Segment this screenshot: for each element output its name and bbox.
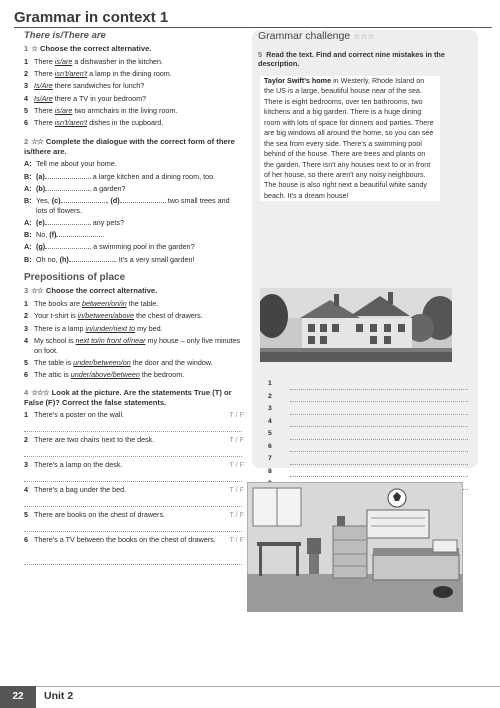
speaker-label: A: bbox=[24, 242, 32, 252]
exercise-number: 4 bbox=[24, 387, 29, 397]
correction-line[interactable] bbox=[24, 531, 242, 532]
gap-label: (d) bbox=[110, 196, 120, 206]
answer-gap[interactable] bbox=[45, 172, 91, 179]
exercise-5-instruction bbox=[258, 50, 478, 69]
exercise-item bbox=[24, 370, 242, 380]
alternatives-choice[interactable]: is/are bbox=[54, 56, 73, 66]
gap-label: (h) bbox=[59, 254, 69, 264]
exercise-3-instruction bbox=[24, 286, 242, 296]
answer-line bbox=[268, 418, 468, 431]
answer-field[interactable] bbox=[290, 464, 468, 465]
true-false-choice[interactable]: T / F bbox=[229, 485, 244, 495]
dialogue-text: . bbox=[102, 230, 105, 240]
item-number: 5 bbox=[24, 510, 28, 520]
exercise-item bbox=[24, 106, 242, 116]
instruction-text: Choose the correct alternative. bbox=[40, 44, 152, 53]
reading-text bbox=[260, 76, 440, 201]
item-text-before: My school is bbox=[34, 335, 76, 345]
correction-line[interactable] bbox=[24, 506, 242, 507]
answer-number: 8 bbox=[268, 467, 272, 475]
answer-line bbox=[268, 393, 468, 406]
header-rule bbox=[14, 27, 492, 28]
reading-text-title: Taylor Swift's home bbox=[264, 76, 332, 85]
item-number: 5 bbox=[24, 105, 28, 115]
exercise-item bbox=[24, 69, 242, 79]
unit-label: Unit 2 bbox=[44, 690, 74, 702]
true-false-choice[interactable]: T / F bbox=[229, 460, 244, 470]
item-text-before: Your t-shirt is bbox=[34, 311, 78, 321]
dialogue-line bbox=[24, 172, 242, 182]
dialogue-text: a swimming pool in the garden? bbox=[91, 242, 195, 252]
answer-gap[interactable] bbox=[120, 196, 166, 203]
alternatives-choice[interactable]: under/between/on bbox=[73, 357, 131, 367]
answer-gap[interactable] bbox=[45, 218, 91, 225]
gap-label: (b) bbox=[36, 183, 46, 193]
true-false-choice[interactable]: T / F bbox=[229, 510, 244, 520]
item-text-after: a dishwasher in the kitchen. bbox=[72, 56, 164, 66]
item-text: There's a poster on the wall. bbox=[34, 410, 125, 420]
item-number: 3 bbox=[24, 460, 28, 470]
page-footer bbox=[0, 686, 500, 708]
gap-label: (g) bbox=[36, 242, 46, 252]
exercise-item bbox=[24, 336, 242, 355]
answer-gap[interactable] bbox=[56, 230, 105, 240]
item-number: 6 bbox=[24, 535, 28, 545]
alternatives-choice[interactable]: Is/Are bbox=[34, 81, 53, 91]
dialogue-line bbox=[24, 159, 242, 169]
speaker-label: B: bbox=[24, 254, 32, 264]
correction-line[interactable] bbox=[24, 431, 242, 432]
answer-field[interactable] bbox=[290, 389, 468, 390]
answer-field[interactable] bbox=[290, 451, 468, 452]
answer-number: 5 bbox=[268, 430, 272, 437]
alternatives-choice[interactable]: isn't/aren't bbox=[54, 69, 88, 79]
dialogue-line bbox=[24, 255, 242, 265]
answer-line bbox=[268, 443, 468, 456]
answer-number: 6 bbox=[268, 442, 272, 450]
true-false-item bbox=[24, 485, 242, 510]
section-prepositions: Prepositions of place bbox=[24, 272, 126, 284]
exercise-2-instruction bbox=[24, 137, 242, 157]
grammar-challenge-title bbox=[258, 30, 478, 42]
item-text-after: my bed. bbox=[135, 323, 163, 333]
speaker-label: A: bbox=[24, 217, 32, 227]
answer-field[interactable] bbox=[290, 401, 468, 402]
answer-field[interactable] bbox=[290, 439, 468, 440]
item-text-before: There bbox=[34, 56, 55, 66]
exercise-item bbox=[24, 94, 242, 104]
exercise-4-instruction bbox=[24, 388, 242, 408]
gap-label: (c) bbox=[51, 196, 61, 206]
exercise-number: 3 bbox=[24, 286, 29, 296]
answer-line bbox=[268, 455, 468, 468]
instruction-text: Look at the picture. Are the statements True (T) or False (F)? Correct the false statements. bbox=[24, 387, 232, 407]
item-text-after: the bedroom. bbox=[139, 370, 185, 380]
page-title: Grammar in context 1 bbox=[14, 9, 169, 26]
true-false-item bbox=[24, 435, 242, 460]
exercise-2-dialogue bbox=[24, 159, 242, 264]
exercise-number: 5 bbox=[258, 50, 263, 59]
subheading-there-is: There is/There are bbox=[24, 30, 106, 41]
item-text-after: my house – only five minutes on foot. bbox=[34, 335, 241, 355]
correction-line[interactable] bbox=[24, 564, 242, 565]
true-false-item bbox=[24, 460, 242, 485]
dialogue-line bbox=[24, 218, 242, 228]
true-false-choice[interactable]: T / F bbox=[229, 435, 244, 445]
exercise-item bbox=[24, 311, 242, 321]
exercise-1-instruction bbox=[24, 44, 242, 54]
alternatives-choice[interactable]: in/under/next to bbox=[85, 323, 136, 333]
bedroom-picture bbox=[247, 482, 463, 612]
dialogue-text: any pets? bbox=[90, 217, 124, 227]
answer-number: 3 bbox=[268, 405, 272, 412]
true-false-item bbox=[24, 410, 242, 435]
item-text: There are two chairs next to the desk. bbox=[34, 435, 155, 445]
dialogue-text: a garden? bbox=[91, 183, 126, 193]
difficulty-stars: ☆☆☆ bbox=[31, 387, 49, 397]
dialogue-text: two small trees and lots of flowers. bbox=[36, 196, 230, 215]
dialogue-text: Oh no, bbox=[36, 254, 60, 264]
item-number: 2 bbox=[24, 311, 28, 321]
footer-rule bbox=[36, 686, 500, 687]
item-number: 6 bbox=[24, 370, 28, 380]
true-false-choice[interactable]: T / F bbox=[229, 410, 244, 420]
true-false-choice[interactable]: T / F bbox=[229, 535, 244, 545]
answer-number: 7 bbox=[268, 455, 272, 462]
difficulty-stars: ☆☆ bbox=[31, 136, 43, 146]
item-text: There's a TV between the books on the chest of drawers. bbox=[34, 535, 216, 545]
left-column bbox=[24, 30, 242, 568]
answer-number: 4 bbox=[268, 417, 272, 425]
item-text: There's a lamp on the desk. bbox=[34, 460, 123, 470]
alternatives-choice[interactable]: isn't/aren't bbox=[54, 117, 88, 127]
exercise-item bbox=[24, 57, 242, 67]
item-number: 1 bbox=[24, 410, 28, 420]
correction-line[interactable] bbox=[24, 481, 242, 482]
item-number: 4 bbox=[24, 335, 28, 345]
item-number: 3 bbox=[24, 81, 28, 91]
right-column bbox=[252, 30, 478, 475]
item-text-after: the door and the window. bbox=[130, 357, 213, 367]
exercise-number: 1 bbox=[24, 44, 29, 53]
difficulty-stars: ☆☆☆ bbox=[353, 32, 375, 41]
item-text-after: dishes in the cupboard. bbox=[87, 117, 164, 127]
answer-line bbox=[268, 430, 468, 443]
instruction-text: Complete the dialogue with the correct form of there is/there are. bbox=[24, 136, 235, 156]
true-false-item bbox=[24, 535, 242, 568]
item-number: 2 bbox=[24, 69, 28, 79]
exercise-item bbox=[24, 324, 242, 334]
dialogue-line bbox=[24, 242, 242, 252]
reading-text-body: in Westerly, Rhode Island on the US is a large, beautiful house near of the sea. There is eight bedrooms, over ten bathrooms, two kitchens and a big garden. There is a huge dining room with lots of space for dinners and parties. There are big windows all around the home, so you can see the sea from every side. There's a swimming pool behind of the house. There are trees and plants on the garden. There isn't any houses next to or in front of her house, so there aren't any noisy neighbours. The house is also right next a beautiful white sandy beach. It's a dream house! bbox=[264, 76, 434, 200]
item-text-before: There bbox=[34, 105, 55, 115]
page-header bbox=[0, 6, 500, 28]
item-text-before: The books are bbox=[34, 299, 82, 309]
instruction-text: Read the text. Find and correct nine mistakes in the description. bbox=[258, 50, 445, 69]
answer-gap[interactable] bbox=[69, 255, 115, 262]
answer-gap[interactable] bbox=[45, 242, 91, 249]
alternatives-choice[interactable]: next to/in front of/near bbox=[75, 335, 146, 345]
answer-number: 1 bbox=[268, 380, 272, 387]
alternatives-choice[interactable]: in/between/above bbox=[77, 311, 135, 321]
correction-line[interactable] bbox=[24, 456, 242, 457]
answer-field[interactable] bbox=[290, 476, 468, 477]
exercise-1-items bbox=[24, 57, 242, 128]
house-photo bbox=[260, 288, 452, 362]
item-number: 1 bbox=[24, 299, 28, 309]
item-text-before: The attic is bbox=[34, 370, 71, 380]
speaker-label: B: bbox=[24, 196, 32, 206]
exercise-item bbox=[24, 118, 242, 128]
item-text-after: the table. bbox=[126, 299, 159, 309]
answer-number: 2 bbox=[268, 392, 272, 400]
item-text-before: The table is bbox=[34, 357, 74, 367]
exercise-number: 2 bbox=[24, 136, 29, 146]
item-text-after: the chest of drawers. bbox=[134, 311, 203, 321]
item-text-after: two armchairs in the living room. bbox=[72, 105, 178, 115]
dialogue-line bbox=[24, 230, 242, 240]
alternatives-choice[interactable]: between/on/in bbox=[81, 299, 127, 309]
alternatives-choice[interactable]: under/above/between bbox=[70, 370, 140, 380]
item-number: 4 bbox=[24, 485, 28, 495]
item-number: 4 bbox=[24, 93, 28, 103]
item-number: 1 bbox=[24, 56, 28, 66]
answer-line bbox=[268, 468, 468, 481]
item-text-after: a lamp in the dining room. bbox=[87, 69, 172, 79]
difficulty-stars: ☆ bbox=[31, 44, 38, 53]
item-text-before: There is a lamp bbox=[34, 323, 86, 333]
exercise-3-items bbox=[24, 299, 242, 380]
answer-line bbox=[268, 380, 468, 393]
item-text-after: there sandwiches for lunch? bbox=[52, 81, 145, 91]
dialogue-text: a large kitchen and a dining room, too. bbox=[90, 171, 216, 181]
challenge-title-text: Grammar challenge bbox=[258, 30, 351, 42]
item-text-before: There bbox=[34, 117, 55, 127]
item-number: 3 bbox=[24, 323, 28, 333]
item-text: There's a bag under the bed. bbox=[34, 485, 127, 495]
exercise-item bbox=[24, 299, 242, 309]
exercise-item bbox=[24, 81, 242, 91]
speaker-label: A: bbox=[24, 183, 32, 193]
page-number: 22 bbox=[0, 686, 36, 708]
answer-line bbox=[268, 405, 468, 418]
exercise-4-items bbox=[24, 410, 242, 568]
item-text-after: there a TV in your bedroom? bbox=[52, 93, 147, 103]
difficulty-stars: ☆☆ bbox=[31, 286, 43, 296]
answer-field[interactable] bbox=[290, 414, 468, 415]
alternatives-choice[interactable]: Is/Are bbox=[34, 93, 53, 103]
item-number: 5 bbox=[24, 357, 28, 367]
exercise-item bbox=[24, 358, 242, 368]
dialogue-text: Tell me about your home. bbox=[36, 159, 117, 169]
answer-lines bbox=[268, 380, 468, 493]
gap-label: (f) bbox=[49, 230, 57, 240]
dialogue-text: No, bbox=[36, 230, 50, 240]
answer-field[interactable] bbox=[290, 426, 468, 427]
item-number: 2 bbox=[24, 435, 28, 445]
dialogue-line bbox=[24, 196, 242, 215]
dialogue-line bbox=[24, 184, 242, 194]
item-number: 6 bbox=[24, 117, 28, 127]
answer-gap[interactable] bbox=[61, 196, 107, 203]
speaker-label: A: bbox=[24, 159, 32, 169]
item-text-before: There bbox=[34, 69, 55, 79]
true-false-item bbox=[24, 510, 242, 535]
speaker-label: B: bbox=[24, 171, 32, 181]
speaker-label: B: bbox=[24, 230, 32, 240]
gap-label: (a) bbox=[36, 171, 45, 181]
answer-gap[interactable] bbox=[45, 184, 91, 191]
dialogue-text: , bbox=[106, 196, 111, 206]
alternatives-choice[interactable]: is/are bbox=[54, 105, 73, 115]
item-text: There are books on the chest of drawers. bbox=[34, 510, 166, 520]
instruction-text: Choose the correct alternative. bbox=[45, 286, 158, 296]
dialogue-text: . It's a very small garden! bbox=[114, 254, 195, 264]
dialogue-text: Yes, bbox=[36, 196, 52, 206]
gap-label: (e) bbox=[36, 217, 45, 227]
